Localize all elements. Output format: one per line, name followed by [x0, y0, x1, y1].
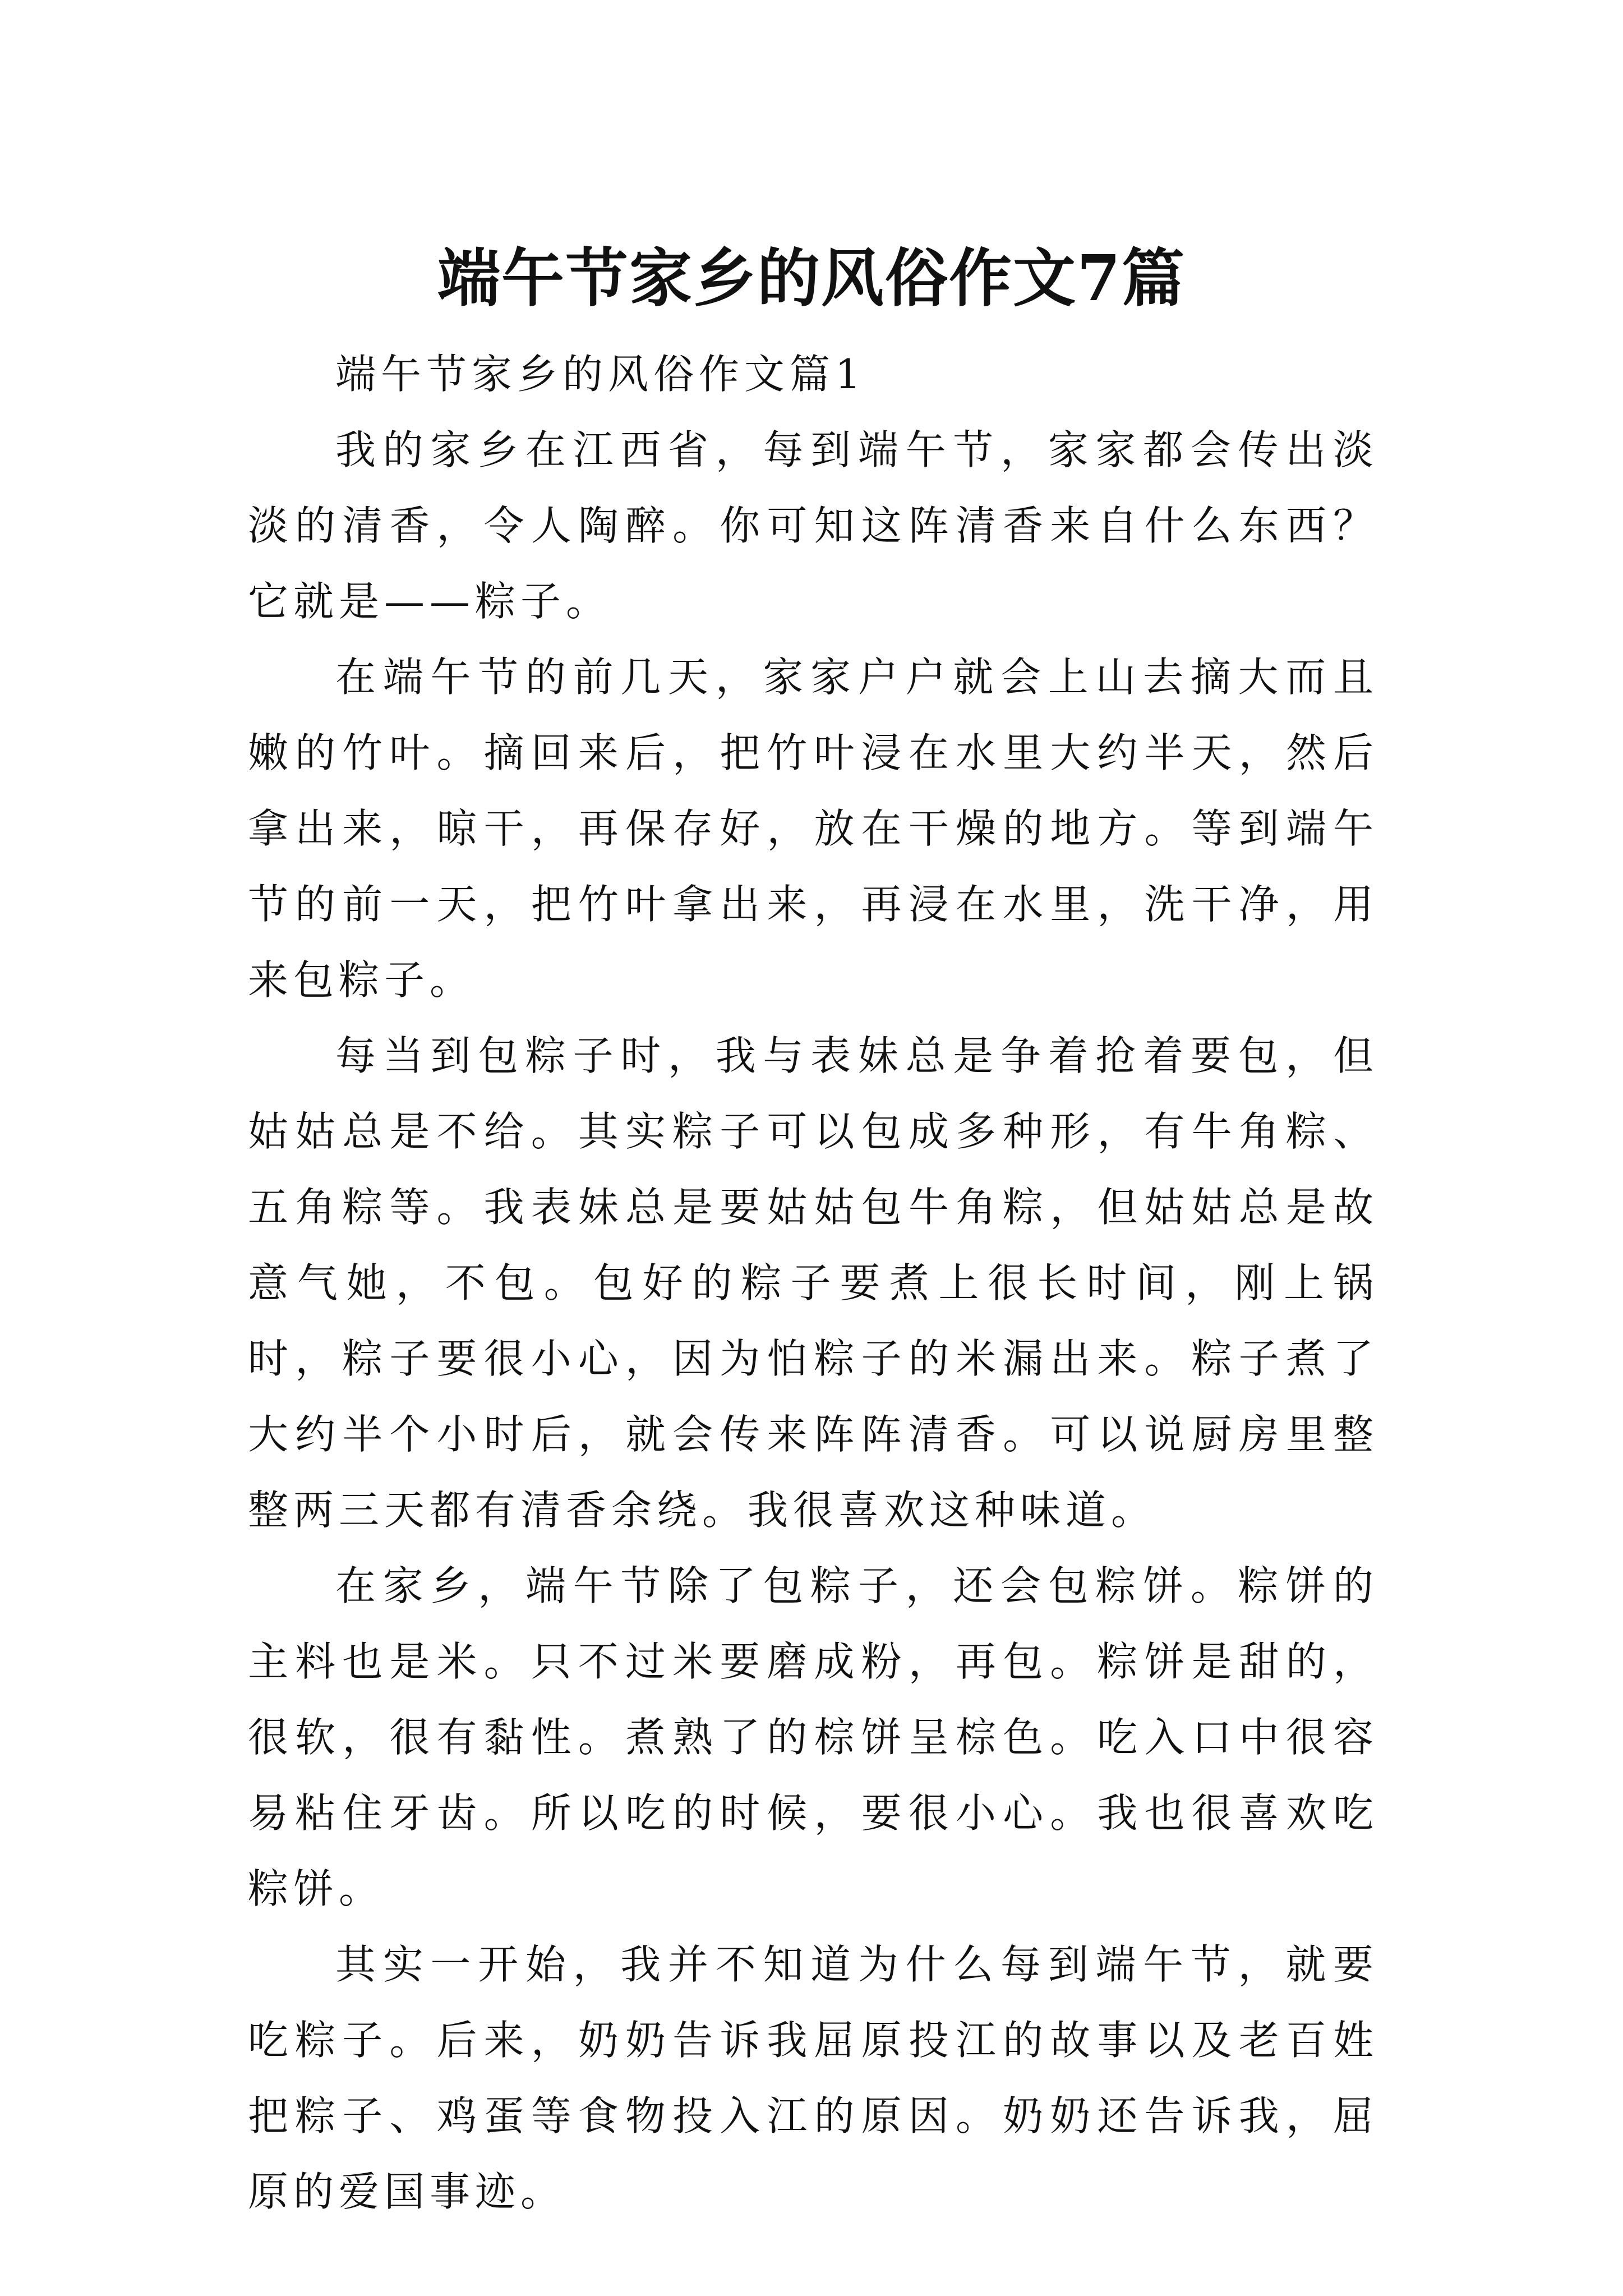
section-heading: 端午节家乡的风俗作文篇1 [335, 351, 866, 398]
document-body [248, 337, 1378, 2230]
paragraph-4: 在家乡，端午节除了包粽子，还会包粽饼。粽饼的主料也是米。只不过米要磨成粉，再包。粽饼是甜的，很软，很有黏性。煮熟了的棕饼呈棕色。吃入口中很容易粘住牙齿。所以吃的时候，要很小心。我也很喜欢吃粽饼。 [248, 1562, 1378, 1912]
paragraph-5: 其实一开始，我并不知道为什么每到端午节，就要吃粽子。后来，奶奶告诉我屈原投江的故事以及老百姓把粽子、鸡蛋等食物投入江的原因。奶奶还告诉我，屈原的爱国事迹。 [248, 1941, 1378, 2215]
paragraph-3: 每当到包粽子时，我与表妹总是争着抢着要包，但姑姑总是不给。其实粽子可以包成多种形，有牛角粽、五角粽等。我表妹总是要姑姑包牛角粽，但姑姑总是故意气她，不包。包好的粽子要煮上很长时间，刚上锅时，粽子要很小心，因为怕粽子的米漏出来。粽子煮了大约半个小时后，就会传来阵阵清香。可以说厨房里整整两三天都有清香余绕。我很喜欢这种味道。 [248, 1032, 1378, 1534]
paragraph-2: 在端午节的前几天，家家户户就会上山去摘大而且嫩的竹叶。摘回来后，把竹叶浸在水里大约半天，然后拿出来，晾干，再保存好，放在干燥的地方。等到端午节的前一天，把竹叶拿出来，再浸在水里，洗干净，用来包粽子。 [248, 654, 1378, 1004]
document-title: 端午节家乡的风俗作文7篇 [437, 242, 1186, 316]
paragraph-1: 我的家乡在江西省，每到端午节，家家都会传出淡淡的清香，令人陶醉。你可知这阵清香来自什么东西？它就是——粽子。 [248, 426, 1378, 625]
